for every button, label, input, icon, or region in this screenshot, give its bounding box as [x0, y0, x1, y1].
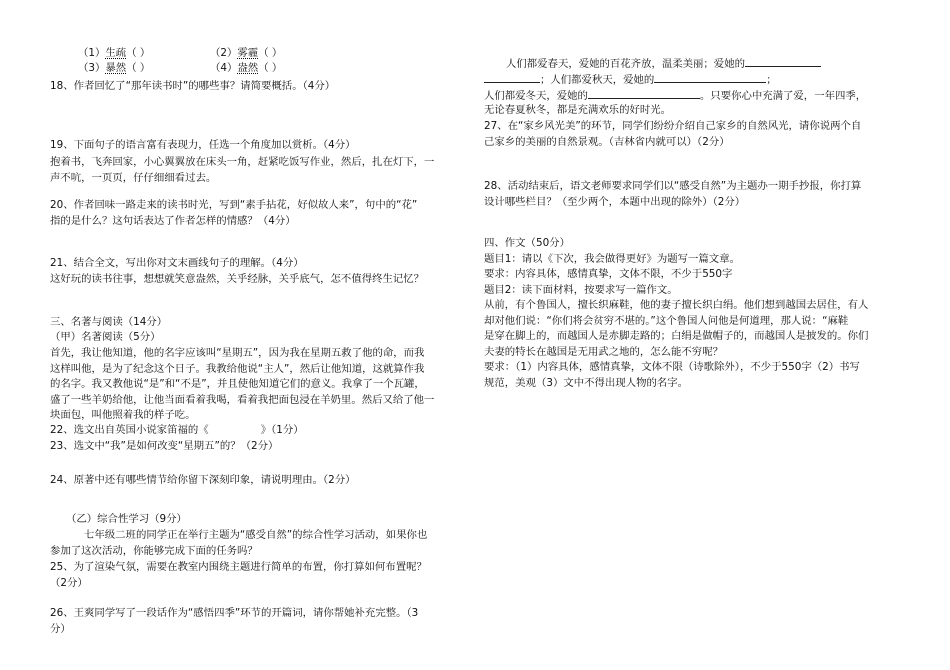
question-24: 24、原著中还有哪些情节给你留下深刻印象，请说明理由。（2分）	[50, 474, 356, 486]
question-28: 设计哪些栏目？（至少两个，本题中出现的除外）（2分）	[484, 196, 746, 208]
word-item-3: （3）暴然（ ）	[78, 62, 151, 74]
question-26: 分）	[50, 623, 71, 635]
material-line: 夫妻的特长在越国是无用武之地的，怎么能不穷呢？	[484, 346, 723, 358]
question-20: 20、作者回味一路走来的读书时光，写到“素手拈花，好似故人来”，句中的“花”	[50, 199, 418, 211]
question-18: 18、作者回忆了“那年读书时”的哪些事？请简要概括。（4分）	[50, 80, 336, 92]
material-line: 却对他们说：“你们将会贫穷不堪的。”这个鲁国人问他是何道理，那人说：“麻鞋	[484, 315, 849, 327]
material-line: 是穿在脚上的，而越国人是赤脚走路的；白绢是做帽子的，而越国人是披发的。你们	[484, 330, 869, 342]
blank-4[interactable]	[588, 88, 700, 99]
passage-line: 首先，我让他知道，他的名字应该叫“星期五”，因为我在星期五救了他的命，而我	[50, 347, 425, 359]
material-line: 从前，有个鲁国人，擅长织麻鞋，他的妻子擅长织白绢。他们想到越国去居住，有人	[484, 299, 869, 311]
topic-1-requirement: 要求：内容具体，感情真挚，文体不限，不少于550字	[484, 268, 733, 280]
passage-line: 的名字。我又教他说“是”和“不是”，并且使他知道它们的意义。我拿了一个瓦罐，	[50, 378, 425, 390]
fill-line: 人们都爱冬天，爱她的 。只要你心中充满了爱，一年四季，	[484, 90, 867, 102]
question-21: 21、结合全文，写出你对文末画线句子的理解。（4分）	[50, 257, 304, 269]
section-4-heading: 四、作文（50分）	[484, 237, 570, 249]
question-19-text: 声不吭，一页页，仔仔细细看过去。	[50, 172, 217, 184]
topic-1: 题目1：请以《下次，我会做得更好》为题写一篇文章。	[484, 253, 740, 265]
question-26: 26、王爽同学写了一段话作为“感悟四季”环节的开篇词，请你帮她补充完整。（3	[50, 607, 419, 619]
question-27: 27、在“家乡风光美”的环节，同学们纷纷介绍自己家乡的自然风光，请你说两个自	[484, 120, 862, 132]
blank-1[interactable]	[745, 56, 821, 67]
intro-line: 参加了这次活动，你能够完成下面的任务吗？	[50, 545, 258, 557]
section-3a-heading: （甲）名著阅读（5分）	[50, 331, 161, 343]
question-22: 22、选文出自英国小说家笛福的《 》（1分）	[50, 424, 304, 436]
question-20: 指的是什么？这句话表达了作者怎样的情感？（4分）	[50, 215, 296, 227]
question-19-text: 抱着书，飞奔回家，小心翼翼放在床头一角，赶紧吃饭写作业，然后，扎在灯下，一	[50, 156, 435, 168]
question-21-text: 这好玩的读书往事，想想就笑意盎然，关乎经脉，关乎底气，怎不值得终生记忆？	[50, 273, 425, 285]
passage-line: 块面包，叫他照着我的样子吃。	[50, 409, 196, 421]
topic-2: 题目2：读下面材料，按要求写一篇作文。	[484, 284, 678, 296]
section-3b-heading: （乙）综合性学习（9分）	[66, 513, 187, 525]
passage-line: 盛了一些羊奶给他，让他当面看着我喝，看着我把面包浸在羊奶里。然后又给了他一	[50, 394, 435, 406]
blank-3[interactable]	[654, 72, 766, 83]
fill-line: 人们都爱春天，爱她的百花齐放，温柔美丽；爱她的	[506, 56, 821, 70]
question-27: 己家乡的美丽的自然景观。（吉林省内就可以）（2分）	[484, 136, 730, 148]
question-25: 25、为了渲染气氛，需要在教室内围绕主题进行简单的布置，你打算如何布置呢？	[50, 561, 427, 573]
question-19: 19、下面句子的语言富有表现力，任选一个角度加以赏析。（4分）	[50, 139, 356, 151]
question-28: 28、活动结束后，语文老师要求同学们以“感受自然”为主题办一期手抄报，你打算	[484, 180, 862, 192]
word-item-2: （2）雾霾（ ）	[210, 47, 283, 59]
fill-line: 无论春夏秋冬，都是充满欢乐的好时光。	[484, 104, 672, 116]
word-item-4: （4）盎然（ ）	[210, 62, 283, 74]
fill-line: ；人们都爱秋天，爱她的 ；	[484, 72, 777, 86]
intro-line: 七年级二班的同学正在举行主题为“感受自然”的综合性学习活动，如果你也	[84, 529, 428, 541]
section-3-heading: 三、名著与阅读（14分）	[50, 316, 168, 328]
question-23: 23、选文中“我”是如何改变“星期五”的？（2分）	[50, 440, 279, 452]
passage-line: 这样叫他，是为了纪念这个日子。我教给他说“主人”，然后让他知道，这就算作我	[50, 363, 425, 375]
blank-2[interactable]	[484, 72, 540, 83]
word-item-1: （1）生疏（ ）	[78, 47, 151, 59]
question-25: （2分）	[50, 577, 88, 589]
topic-2-requirement: 要求：（1）内容具体，感情真挚，文体不限（诗歌除外），不少于550字（2）书写	[484, 361, 860, 373]
topic-2-requirement: 规范，美观（3）文中不得出现人物的名字。	[484, 377, 689, 389]
